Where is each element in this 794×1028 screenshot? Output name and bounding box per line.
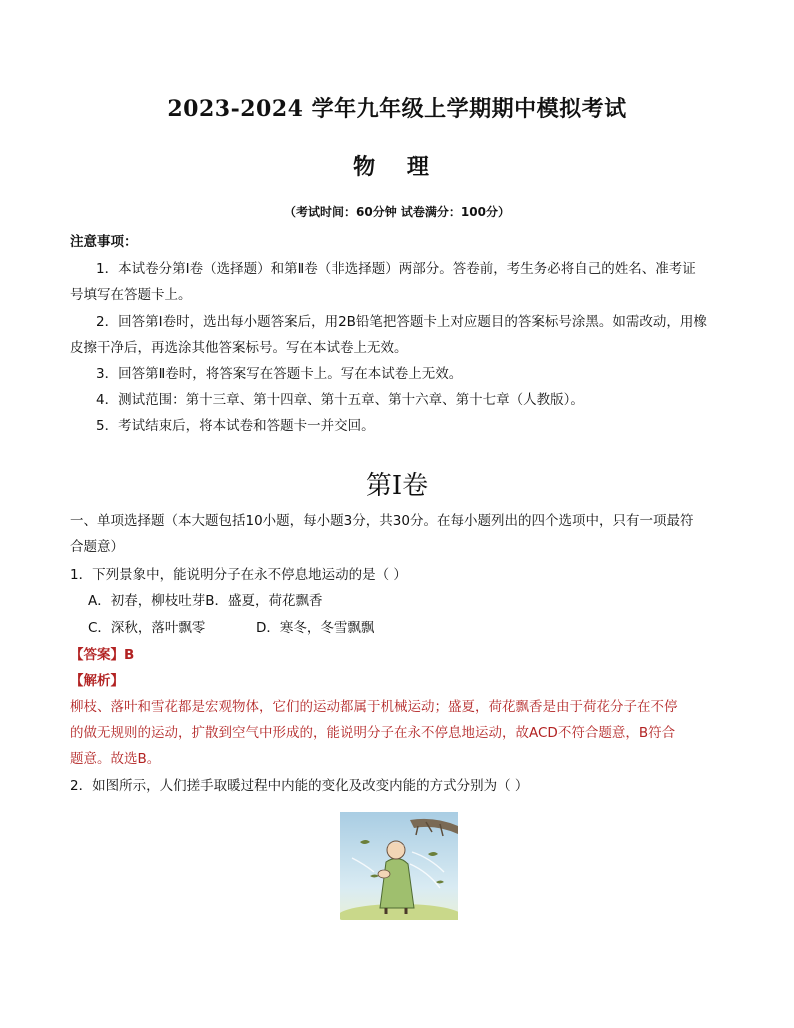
subject-title xyxy=(0,150,794,181)
question-1-option-d: D．寒冬，冬雪飘飘 xyxy=(256,620,375,636)
section-heading: 第Ⅰ卷 xyxy=(365,471,429,501)
note-3: 3．回答第Ⅱ卷时，将答案写在答题卡上。写在本试卷上无效。 xyxy=(96,366,463,382)
question-1-option-c: C．深秋，落叶飘零 xyxy=(88,620,206,636)
question-1-analysis-label: 【解析】 xyxy=(70,673,124,689)
question-1-options-ab: A．初春，柳枝吐芽B．盛夏，荷花飘香 xyxy=(88,593,323,609)
exam-title: 2023-2024 学年九年级上学期期中模拟考试 xyxy=(167,96,627,122)
question-1-analysis-line-3: 题意。故选B。 xyxy=(70,751,161,767)
question-1-analysis-line-1: 柳枝、落叶和雪花都是宏观物体，它们的运动都属于机械运动；盛夏，荷花飘香是由于荷花分子在不停 xyxy=(70,699,678,715)
exam-info: （考试时间：60分钟 试卷满分：100分） xyxy=(284,205,510,219)
note-2-line-2: 皮擦干净后，再选涂其他答案标号。写在本试卷上无效。 xyxy=(70,340,408,356)
question-1-answer: 【答案】B xyxy=(70,647,135,663)
person-head xyxy=(387,841,405,859)
notes-heading: 注意事项： xyxy=(70,234,138,250)
part1-instruction-line-2: 合题意） xyxy=(70,539,124,555)
hand-rubbing-illustration xyxy=(340,812,458,920)
rubbing-hands-icon xyxy=(378,870,390,878)
note-1-line-2: 号填写在答题卡上。 xyxy=(70,287,192,303)
note-5: 5．考试结束后，将本试卷和答题卡一并交回。 xyxy=(96,418,375,434)
note-1-line-1: 1．本试卷分第Ⅰ卷（选择题）和第Ⅱ卷（非选择题）两部分。答卷前，考生务必将自己的姓名、准考证 xyxy=(96,261,696,277)
question-1-analysis-line-2: 的做无规则的运动，扩散到空气中形成的，能说明分子在永不停息地运动，故ACD不符合题意，B符合 xyxy=(70,725,676,741)
subject-text: 物 理 xyxy=(353,154,441,180)
question-1-stem: 1．下列景象中，能说明分子在永不停息地运动的是（ ） xyxy=(70,567,407,583)
part1-instruction-line-1: 一、单项选择题（本大题包括10小题，每小题3分，共30分。在每小题列出的四个选项中，只有一项最符 xyxy=(70,513,694,529)
note-4: 4．测试范围：第十三章、第十四章、第十五章、第十六章、第十七章（人教版）。 xyxy=(96,392,584,408)
question-2-stem: 2．如图所示，人们搓手取暖过程中内能的变化及改变内能的方式分别为（ ） xyxy=(70,778,529,794)
note-2-line-1: 2．回答第Ⅰ卷时，选出每小题答案后，用2B铅笔把答题卡上对应题目的答案标号涂黑。如需改动，用橡 xyxy=(96,314,707,330)
